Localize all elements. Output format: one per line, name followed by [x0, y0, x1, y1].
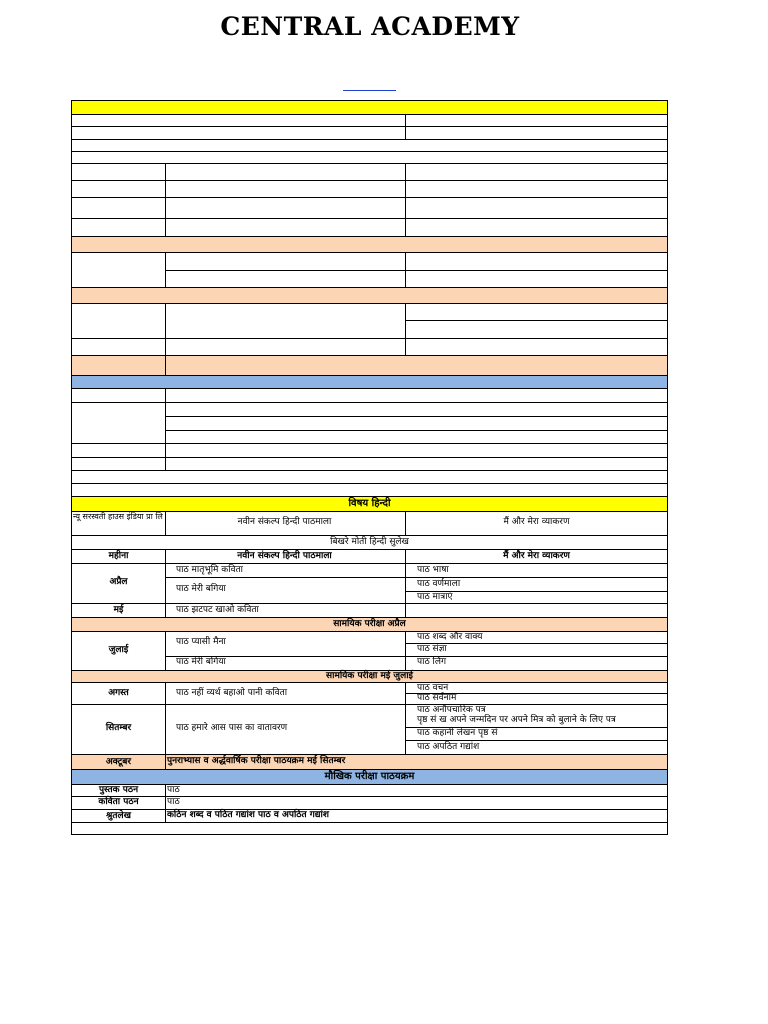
blank-row — [71, 152, 668, 164]
column-header-row — [71, 550, 668, 564]
grammar-text: पाठ वचन — [417, 683, 449, 693]
blank-row — [71, 115, 668, 127]
grammar-text: पाठ मात्राएं — [417, 592, 453, 602]
blank-row — [71, 444, 668, 458]
lesson-text: पाठ नहीं व्यर्थ बहाओ पानी कविता — [176, 688, 288, 698]
blank-row — [71, 403, 668, 444]
header-band — [71, 100, 668, 115]
grammar-text: पाठ भाषा — [417, 565, 449, 575]
table-row-may — [71, 604, 668, 618]
oral-value: कठिन शब्द व पठित गद्यांश पाठ व अपठित गद्यांश — [167, 810, 329, 820]
exam-label: सामयिक परीक्षा अप्रैल — [333, 619, 406, 629]
blank-band — [71, 237, 668, 253]
exam-row — [71, 618, 668, 632]
lesson-text: पाठ झटपट खाओ कविता — [176, 605, 259, 615]
syllabus-sheet — [71, 100, 668, 835]
month-label: सितम्बर — [105, 723, 132, 733]
grammar-text: पाठ लिंग — [417, 657, 447, 667]
grammar-text: पाठ अनौपचारिक पत्र — [417, 705, 486, 715]
blank-row — [71, 181, 668, 198]
blank-row — [71, 484, 668, 497]
grammar-text: पाठ वर्णमाला — [417, 579, 461, 589]
oral-row — [71, 810, 668, 823]
blank-row — [71, 219, 668, 237]
month-label: अक्टूबर — [105, 757, 132, 767]
blank-row — [71, 164, 668, 181]
lesson-text: पाठ मातृभूमि कविता — [176, 565, 243, 575]
publisher-name: न्यू सरस्वती हाउस इंडिया प्रा लि — [73, 512, 163, 521]
oral-row — [71, 797, 668, 810]
blank-row — [71, 127, 668, 140]
lesson-text: पाठ प्यासी मैना — [176, 637, 226, 647]
oral-label: कविता पठन — [98, 797, 139, 807]
month-label: जुलाई — [108, 645, 129, 655]
grammar-text: पाठ सर्वनाम — [417, 693, 457, 703]
grammar-text: पृष्ठ सं ख अपने जन्मदिन पर अपने मित्र को बुलाने के लिए पत्र — [417, 715, 616, 725]
oral-value: पाठ — [167, 797, 180, 807]
book3-title: बिखरे मोती हिन्दी सुलेख — [330, 537, 409, 547]
oral-value: पाठ — [167, 785, 180, 795]
table-row-july — [71, 632, 668, 671]
blank-row — [71, 253, 668, 288]
lesson-text: पाठ मेरी बगिया — [176, 584, 226, 594]
book1-column-header: नवीन संकल्प हिन्दी पाठमाला — [237, 551, 332, 561]
month-label: अगस्त — [108, 688, 129, 698]
lesson-text: पाठ हमारे आस पास का वातावरण — [176, 723, 288, 733]
grammar-text: पाठ शब्द और वाक्य — [417, 632, 483, 642]
month-label: मई — [113, 605, 124, 615]
blank-row — [71, 471, 668, 484]
month-column-header: महीना — [108, 551, 129, 561]
blank-row — [71, 823, 668, 835]
exam-row — [71, 671, 668, 683]
blank-row — [71, 198, 668, 219]
book1-title: नवीन संकल्प हिन्दी पाठमाला — [237, 517, 332, 527]
table-row-august — [71, 683, 668, 705]
subject-heading-row — [71, 497, 668, 512]
exam-label: पुनराभ्यास व अर्द्धवार्षिक परीक्षा पाठयक्रम मई सितम्बर — [167, 756, 346, 766]
blank-row — [71, 140, 668, 152]
oral-label: श्रुतलेख — [106, 811, 131, 821]
book2-title: मैं और मेरा व्याकरण — [503, 517, 570, 527]
book3-row — [71, 536, 668, 550]
blank-band — [71, 376, 668, 389]
page-title: CENTRAL ACADEMY — [220, 12, 520, 41]
blank-row — [71, 389, 668, 403]
table-row-october — [71, 755, 668, 770]
blank-row — [71, 458, 668, 471]
book2-column-header: मैं और मेरा व्याकरण — [503, 551, 570, 561]
oral-row — [71, 785, 668, 797]
month-label: अप्रैल — [109, 577, 128, 587]
lesson-text: पाठ मेरी बगिया — [176, 657, 226, 667]
blank-row — [71, 304, 668, 339]
oral-label: पुस्तक पठन — [98, 785, 139, 795]
oral-title: मौखिक परीक्षा पाठयक्रम — [324, 771, 415, 782]
grammar-text: पाठ अपठित गद्यांश — [417, 742, 480, 752]
exam-label: सामयिक परीक्षा मई जुलाई — [326, 671, 413, 681]
books-row — [71, 512, 668, 536]
table-row-april — [71, 564, 668, 604]
subject-title: विषय हिन्दी — [348, 498, 391, 509]
table-row-september — [71, 705, 668, 755]
grammar-text: पाठ कहानी लेखन पृष्ठ सं — [417, 728, 498, 738]
oral-heading-row — [71, 770, 668, 785]
blank-band — [71, 288, 668, 304]
blank-band — [71, 356, 668, 376]
hyperlink-underline[interactable] — [343, 90, 396, 91]
grammar-text: पाठ संज्ञा — [417, 644, 447, 654]
blank-row — [71, 339, 668, 356]
